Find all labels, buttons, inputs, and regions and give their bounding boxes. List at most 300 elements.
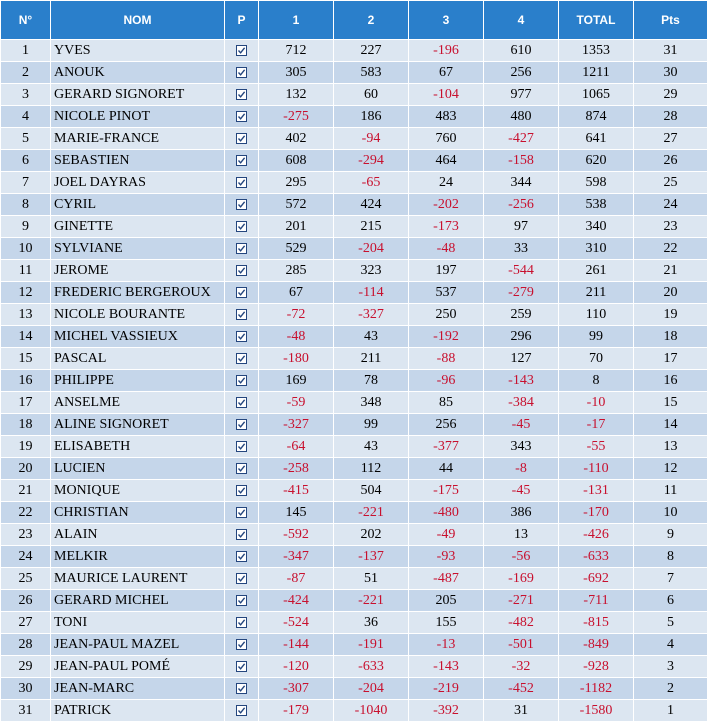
total-cell: 110	[559, 304, 634, 326]
rank-cell: 20	[1, 458, 51, 480]
round-3-cell: 483	[409, 106, 484, 128]
checked-checkbox-icon[interactable]	[236, 683, 247, 694]
round-2-cell: 504	[334, 480, 409, 502]
presence-cell	[225, 84, 259, 106]
round-3-cell: 85	[409, 392, 484, 414]
presence-cell	[225, 370, 259, 392]
round-2-cell: 112	[334, 458, 409, 480]
round-4-cell: 97	[484, 216, 559, 238]
name-cell: NICOLE PINOT	[51, 106, 225, 128]
checked-checkbox-icon[interactable]	[236, 617, 247, 628]
round-2-cell: 43	[334, 436, 409, 458]
name-cell: GERARD SIGNORET	[51, 84, 225, 106]
checked-checkbox-icon[interactable]	[236, 441, 247, 452]
name-cell: LUCIEN	[51, 458, 225, 480]
points-cell: 12	[634, 458, 707, 480]
table-row	[1, 370, 707, 392]
name-cell: ALINE SIGNORET	[51, 414, 225, 436]
total-cell: 1353	[559, 40, 634, 62]
rank-cell: 27	[1, 612, 51, 634]
points-cell: 31	[634, 40, 707, 62]
table-row	[1, 414, 707, 436]
header-round-4[interactable]: 4	[484, 1, 559, 40]
round-2-cell: -137	[334, 546, 409, 568]
rank-cell: 28	[1, 634, 51, 656]
points-cell: 4	[634, 634, 707, 656]
rank-cell: 24	[1, 546, 51, 568]
round-2-cell: -114	[334, 282, 409, 304]
round-3-cell: 537	[409, 282, 484, 304]
points-cell: 6	[634, 590, 707, 612]
rank-cell: 2	[1, 62, 51, 84]
checked-checkbox-icon[interactable]	[236, 177, 247, 188]
round-3-cell: -175	[409, 480, 484, 502]
points-cell: 23	[634, 216, 707, 238]
name-cell: ANSELME	[51, 392, 225, 414]
round-3-cell: -173	[409, 216, 484, 238]
total-cell: 261	[559, 260, 634, 282]
checked-checkbox-icon[interactable]	[236, 397, 247, 408]
points-cell: 9	[634, 524, 707, 546]
table-row	[1, 106, 707, 128]
points-cell: 18	[634, 326, 707, 348]
round-1-cell: 608	[259, 150, 334, 172]
rank-cell: 30	[1, 678, 51, 700]
table-row	[1, 480, 707, 502]
round-3-cell: -219	[409, 678, 484, 700]
rank-cell: 7	[1, 172, 51, 194]
round-4-cell: 259	[484, 304, 559, 326]
table-row	[1, 304, 707, 326]
checked-checkbox-icon[interactable]	[236, 287, 247, 298]
presence-cell	[225, 414, 259, 436]
round-1-cell: 201	[259, 216, 334, 238]
table-row	[1, 40, 707, 62]
rank-cell: 15	[1, 348, 51, 370]
table-row	[1, 62, 707, 84]
checked-checkbox-icon[interactable]	[236, 419, 247, 430]
checked-checkbox-icon[interactable]	[236, 89, 247, 100]
round-3-cell: -96	[409, 370, 484, 392]
round-2-cell: 424	[334, 194, 409, 216]
rank-cell: 10	[1, 238, 51, 260]
table-row	[1, 150, 707, 172]
round-3-cell: 24	[409, 172, 484, 194]
points-cell: 16	[634, 370, 707, 392]
round-1-cell: 529	[259, 238, 334, 260]
round-4-cell: 296	[484, 326, 559, 348]
presence-cell	[225, 62, 259, 84]
name-cell: ELISABETH	[51, 436, 225, 458]
round-3-cell: -49	[409, 524, 484, 546]
presence-cell	[225, 568, 259, 590]
round-2-cell: 36	[334, 612, 409, 634]
header-row	[1, 1, 707, 40]
checked-checkbox-icon[interactable]	[236, 595, 247, 606]
points-cell: 25	[634, 172, 707, 194]
total-cell: -1580	[559, 700, 634, 722]
points-cell: 3	[634, 656, 707, 678]
rank-cell: 29	[1, 656, 51, 678]
round-2-cell: 186	[334, 106, 409, 128]
points-cell: 11	[634, 480, 707, 502]
presence-cell	[225, 700, 259, 722]
total-cell: -17	[559, 414, 634, 436]
round-1-cell: 285	[259, 260, 334, 282]
presence-cell	[225, 590, 259, 612]
points-cell: 10	[634, 502, 707, 524]
points-cell: 26	[634, 150, 707, 172]
round-2-cell: -1040	[334, 700, 409, 722]
round-4-cell: -45	[484, 414, 559, 436]
presence-cell	[225, 282, 259, 304]
checked-checkbox-icon[interactable]	[236, 67, 247, 78]
round-4-cell: -544	[484, 260, 559, 282]
round-1-cell: -180	[259, 348, 334, 370]
name-cell: NICOLE BOURANTE	[51, 304, 225, 326]
round-3-cell: 44	[409, 458, 484, 480]
total-cell: -711	[559, 590, 634, 612]
presence-cell	[225, 656, 259, 678]
total-cell: 1065	[559, 84, 634, 106]
round-2-cell: -221	[334, 502, 409, 524]
round-3-cell: 250	[409, 304, 484, 326]
header-round-3[interactable]: 3	[409, 1, 484, 40]
rank-cell: 9	[1, 216, 51, 238]
total-cell: -1182	[559, 678, 634, 700]
name-cell: FREDERIC BERGEROUX	[51, 282, 225, 304]
round-2-cell: 78	[334, 370, 409, 392]
round-1-cell: 169	[259, 370, 334, 392]
name-cell: PHILIPPE	[51, 370, 225, 392]
points-cell: 24	[634, 194, 707, 216]
round-1-cell: 67	[259, 282, 334, 304]
round-2-cell: -94	[334, 128, 409, 150]
points-cell: 29	[634, 84, 707, 106]
round-4-cell: -8	[484, 458, 559, 480]
round-3-cell: -93	[409, 546, 484, 568]
points-cell: 27	[634, 128, 707, 150]
table-row	[1, 238, 707, 260]
round-1-cell: 305	[259, 62, 334, 84]
table-row	[1, 612, 707, 634]
checked-checkbox-icon[interactable]	[236, 661, 247, 672]
checked-checkbox-icon[interactable]	[236, 331, 247, 342]
presence-cell	[225, 546, 259, 568]
round-3-cell: -480	[409, 502, 484, 524]
round-1-cell: -258	[259, 458, 334, 480]
round-4-cell: 127	[484, 348, 559, 370]
round-3-cell: -104	[409, 84, 484, 106]
round-4-cell: 33	[484, 238, 559, 260]
name-cell: CHRISTIAN	[51, 502, 225, 524]
checked-checkbox-icon[interactable]	[236, 199, 247, 210]
presence-cell	[225, 194, 259, 216]
total-cell: -928	[559, 656, 634, 678]
points-cell: 28	[634, 106, 707, 128]
round-2-cell: 323	[334, 260, 409, 282]
presence-cell	[225, 612, 259, 634]
round-4-cell: -482	[484, 612, 559, 634]
points-cell: 19	[634, 304, 707, 326]
presence-cell	[225, 106, 259, 128]
table-row	[1, 656, 707, 678]
round-2-cell: 99	[334, 414, 409, 436]
round-4-cell: -169	[484, 568, 559, 590]
points-cell: 5	[634, 612, 707, 634]
round-4-cell: -427	[484, 128, 559, 150]
table-row	[1, 568, 707, 590]
header-round-2[interactable]: 2	[334, 1, 409, 40]
rank-cell: 13	[1, 304, 51, 326]
total-cell: 211	[559, 282, 634, 304]
checked-checkbox-icon[interactable]	[236, 529, 247, 540]
table-row	[1, 84, 707, 106]
round-3-cell: -88	[409, 348, 484, 370]
presence-cell	[225, 392, 259, 414]
total-cell: 641	[559, 128, 634, 150]
rank-cell: 18	[1, 414, 51, 436]
round-2-cell: -221	[334, 590, 409, 612]
total-cell: -849	[559, 634, 634, 656]
name-cell: MARIE-FRANCE	[51, 128, 225, 150]
total-cell: 70	[559, 348, 634, 370]
name-cell: ANOUK	[51, 62, 225, 84]
total-cell: 340	[559, 216, 634, 238]
table-row	[1, 590, 707, 612]
rank-cell: 14	[1, 326, 51, 348]
checked-checkbox-icon[interactable]	[236, 133, 247, 144]
name-cell: SEBASTIEN	[51, 150, 225, 172]
points-cell: 30	[634, 62, 707, 84]
round-2-cell: 348	[334, 392, 409, 414]
round-4-cell: 610	[484, 40, 559, 62]
name-cell: TONI	[51, 612, 225, 634]
round-1-cell: -64	[259, 436, 334, 458]
round-1-cell: 402	[259, 128, 334, 150]
round-2-cell: 60	[334, 84, 409, 106]
round-2-cell: 583	[334, 62, 409, 84]
total-cell: 99	[559, 326, 634, 348]
checked-checkbox-icon[interactable]	[236, 507, 247, 518]
checked-checkbox-icon[interactable]	[236, 639, 247, 650]
round-3-cell: -196	[409, 40, 484, 62]
points-cell: 15	[634, 392, 707, 414]
round-1-cell: -275	[259, 106, 334, 128]
table-row	[1, 678, 707, 700]
round-3-cell: 256	[409, 414, 484, 436]
round-3-cell: -143	[409, 656, 484, 678]
round-1-cell: 145	[259, 502, 334, 524]
rank-cell: 11	[1, 260, 51, 282]
round-4-cell: -256	[484, 194, 559, 216]
round-1-cell: -307	[259, 678, 334, 700]
table-row	[1, 326, 707, 348]
presence-cell	[225, 326, 259, 348]
round-4-cell: -143	[484, 370, 559, 392]
name-cell: PASCAL	[51, 348, 225, 370]
name-cell: GERARD MICHEL	[51, 590, 225, 612]
round-2-cell: -294	[334, 150, 409, 172]
header-total[interactable]: TOTAL	[559, 1, 634, 40]
round-1-cell: -179	[259, 700, 334, 722]
round-3-cell: -202	[409, 194, 484, 216]
table-row	[1, 392, 707, 414]
round-1-cell: -72	[259, 304, 334, 326]
rank-cell: 4	[1, 106, 51, 128]
round-2-cell: -191	[334, 634, 409, 656]
total-cell: 310	[559, 238, 634, 260]
round-3-cell: 67	[409, 62, 484, 84]
name-cell: JEAN-MARC	[51, 678, 225, 700]
checked-checkbox-icon[interactable]	[236, 485, 247, 496]
points-cell: 7	[634, 568, 707, 590]
round-1-cell: -48	[259, 326, 334, 348]
header-points[interactable]: Pts	[634, 1, 707, 40]
checked-checkbox-icon[interactable]	[236, 155, 247, 166]
round-2-cell: -204	[334, 678, 409, 700]
round-3-cell: 205	[409, 590, 484, 612]
round-2-cell: 51	[334, 568, 409, 590]
presence-cell	[225, 480, 259, 502]
rank-cell: 6	[1, 150, 51, 172]
round-1-cell: -524	[259, 612, 334, 634]
round-2-cell: 211	[334, 348, 409, 370]
round-4-cell: 343	[484, 436, 559, 458]
presence-cell	[225, 502, 259, 524]
table-row	[1, 348, 707, 370]
rank-cell: 21	[1, 480, 51, 502]
round-1-cell: -327	[259, 414, 334, 436]
name-cell: GINETTE	[51, 216, 225, 238]
presence-cell	[225, 260, 259, 282]
round-1-cell: 572	[259, 194, 334, 216]
round-4-cell: -452	[484, 678, 559, 700]
round-3-cell: 197	[409, 260, 484, 282]
checked-checkbox-icon[interactable]	[236, 573, 247, 584]
round-4-cell: -45	[484, 480, 559, 502]
round-3-cell: -13	[409, 634, 484, 656]
total-cell: 874	[559, 106, 634, 128]
presence-cell	[225, 216, 259, 238]
round-4-cell: -279	[484, 282, 559, 304]
rank-cell: 16	[1, 370, 51, 392]
name-cell: JEAN-PAUL MAZEL	[51, 634, 225, 656]
round-3-cell: -377	[409, 436, 484, 458]
round-3-cell: -392	[409, 700, 484, 722]
round-1-cell: 712	[259, 40, 334, 62]
checked-checkbox-icon[interactable]	[236, 45, 247, 56]
round-4-cell: 344	[484, 172, 559, 194]
checked-checkbox-icon[interactable]	[236, 111, 247, 122]
name-cell: CYRIL	[51, 194, 225, 216]
name-cell: MELKIR	[51, 546, 225, 568]
presence-cell	[225, 524, 259, 546]
rank-cell: 3	[1, 84, 51, 106]
table-row	[1, 194, 707, 216]
round-3-cell: -48	[409, 238, 484, 260]
presence-cell	[225, 348, 259, 370]
checked-checkbox-icon[interactable]	[236, 265, 247, 276]
total-cell: -10	[559, 392, 634, 414]
round-1-cell: -347	[259, 546, 334, 568]
header-round-1[interactable]: 1	[259, 1, 334, 40]
header-rank[interactable]: N°	[1, 1, 51, 40]
presence-cell	[225, 436, 259, 458]
round-2-cell: -633	[334, 656, 409, 678]
rank-cell: 23	[1, 524, 51, 546]
table-body	[1, 40, 707, 722]
header-p[interactable]: P	[225, 1, 259, 40]
checked-checkbox-icon[interactable]	[236, 705, 247, 716]
total-cell: -131	[559, 480, 634, 502]
total-cell: 1211	[559, 62, 634, 84]
checked-checkbox-icon[interactable]	[236, 243, 247, 254]
presence-cell	[225, 172, 259, 194]
round-4-cell: -56	[484, 546, 559, 568]
round-1-cell: -87	[259, 568, 334, 590]
table-row	[1, 282, 707, 304]
round-2-cell: 227	[334, 40, 409, 62]
round-4-cell: -158	[484, 150, 559, 172]
round-4-cell: -271	[484, 590, 559, 612]
presence-cell	[225, 678, 259, 700]
round-4-cell: 386	[484, 502, 559, 524]
table-row	[1, 524, 707, 546]
round-4-cell: 480	[484, 106, 559, 128]
table-row	[1, 458, 707, 480]
round-1-cell: 132	[259, 84, 334, 106]
total-cell: 598	[559, 172, 634, 194]
total-cell: -692	[559, 568, 634, 590]
rank-cell: 1	[1, 40, 51, 62]
name-cell: ALAIN	[51, 524, 225, 546]
points-cell: 14	[634, 414, 707, 436]
round-1-cell: -415	[259, 480, 334, 502]
rank-cell: 22	[1, 502, 51, 524]
total-cell: -815	[559, 612, 634, 634]
checked-checkbox-icon[interactable]	[236, 221, 247, 232]
table-row	[1, 128, 707, 150]
rank-cell: 31	[1, 700, 51, 722]
points-cell: 1	[634, 700, 707, 722]
round-2-cell: -204	[334, 238, 409, 260]
round-4-cell: 256	[484, 62, 559, 84]
points-cell: 17	[634, 348, 707, 370]
presence-cell	[225, 238, 259, 260]
checked-checkbox-icon[interactable]	[236, 353, 247, 364]
checked-checkbox-icon[interactable]	[236, 375, 247, 386]
name-cell: JOEL DAYRAS	[51, 172, 225, 194]
presence-cell	[225, 634, 259, 656]
checked-checkbox-icon[interactable]	[236, 463, 247, 474]
round-4-cell: -501	[484, 634, 559, 656]
total-cell: 620	[559, 150, 634, 172]
name-cell: MICHEL VASSIEUX	[51, 326, 225, 348]
round-2-cell: 215	[334, 216, 409, 238]
round-4-cell: -32	[484, 656, 559, 678]
header-name[interactable]: NOM	[51, 1, 225, 40]
name-cell: MAURICE LAURENT	[51, 568, 225, 590]
round-4-cell: 977	[484, 84, 559, 106]
name-cell: PATRICK	[51, 700, 225, 722]
name-cell: JEROME	[51, 260, 225, 282]
checked-checkbox-icon[interactable]	[236, 309, 247, 320]
round-1-cell: -120	[259, 656, 334, 678]
total-cell: 8	[559, 370, 634, 392]
checked-checkbox-icon[interactable]	[236, 551, 247, 562]
name-cell: SYLVIANE	[51, 238, 225, 260]
